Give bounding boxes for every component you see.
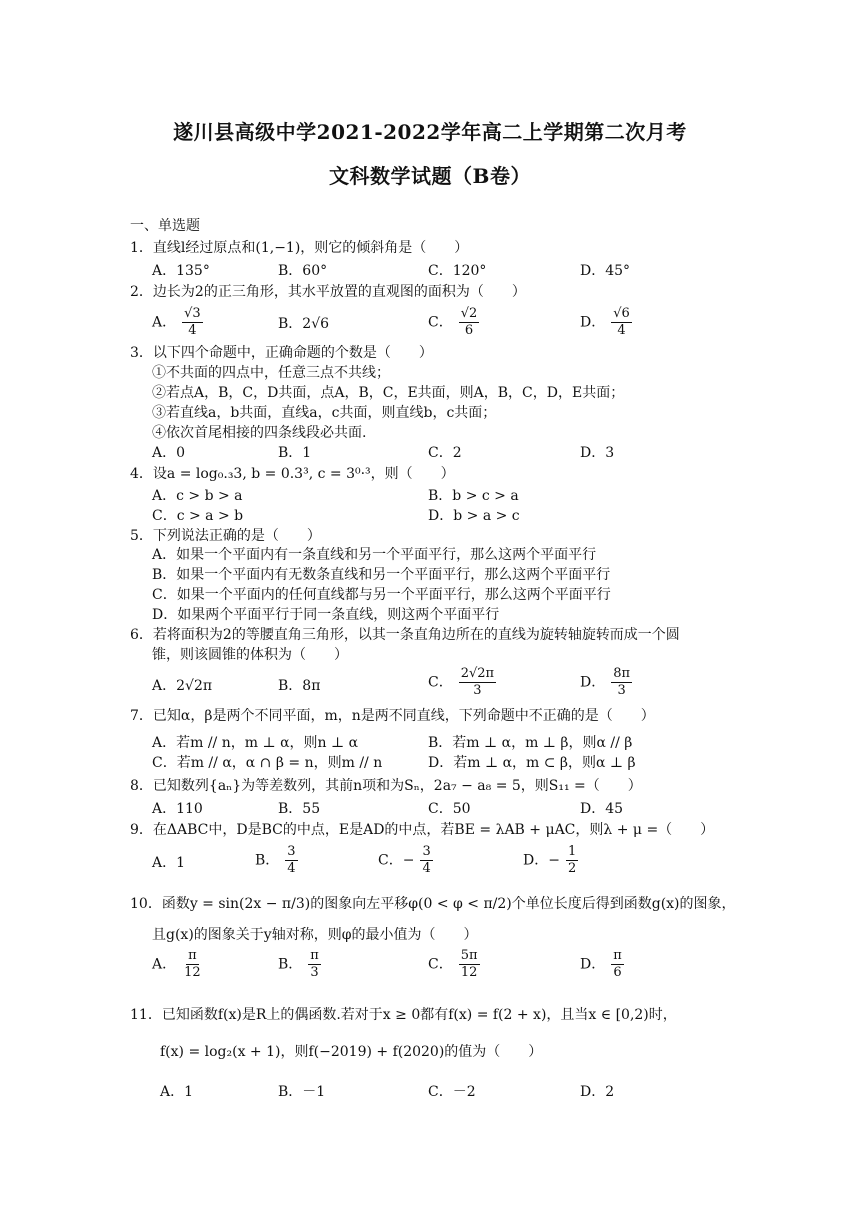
exam-title: 遂川县高级中学2021-2022学年高二上学期第二次月考 bbox=[173, 120, 687, 144]
question-10-stem-line-2: 且g(x)的图象关于y轴对称，则φ的最小值为（ ） bbox=[152, 927, 478, 943]
q3-option-b: B．1 bbox=[278, 445, 312, 461]
q2-option-c bbox=[428, 306, 479, 339]
q4-option-b: B．b > c > a bbox=[428, 488, 519, 504]
q5-option-b: B．如果一个平面内有无数条直线和另一个平面平行，那么这两个平面平行 bbox=[152, 567, 611, 583]
q9-option-d bbox=[523, 844, 578, 877]
q10-option-c-label: C． bbox=[428, 956, 453, 973]
question-9-stem: 9．在ΔABC中，D是BC的中点，E是AD的中点，若BE = λAB + μAC，则λ + μ =（ ） bbox=[130, 822, 715, 838]
q10-option-c bbox=[428, 948, 480, 981]
q3-statement-1: ①不共面的四点中，任意三点不共线； bbox=[152, 365, 390, 381]
question-11-stem-line-2: f(x) = log₂(x + 1)，则f(−2019) + f(2020)的值为（ ） bbox=[160, 1044, 543, 1060]
question-4-stem: 4．设a = log₀.₃3, b = 0.3³, c = 3⁰·³，则（ ） bbox=[130, 466, 455, 482]
fraction-numerator: 3 bbox=[422, 844, 431, 859]
question-6-stem-line-2: 锥，则该圆锥的体积为（ ） bbox=[152, 647, 348, 663]
question-7-stem: 7．已知α，β是两个不同平面，m，n是两不同直线，下列命题中不正确的是（ ） bbox=[130, 708, 655, 724]
q2-option-a bbox=[152, 306, 203, 339]
q2-option-a-fraction bbox=[182, 306, 203, 339]
q10-option-b-label: B． bbox=[278, 956, 303, 973]
q5-option-d: D．如果两个平面平行于同一条直线，则这两个平面平行 bbox=[152, 607, 500, 623]
q3-statement-3: ③若直线a，b共面，直线a，c共面，则直线b，c共面； bbox=[152, 405, 497, 421]
section-heading: 一、单选题 bbox=[130, 218, 200, 234]
fraction-numerator: 3 bbox=[287, 844, 296, 859]
question-1-stem: 1．直线l经过原点和(1,−1)，则它的倾斜角是（ ） bbox=[130, 240, 469, 256]
q10-option-b-fraction bbox=[308, 948, 321, 981]
question-8-stem: 8．已知数列{aₙ}为等差数列，其前n项和为Sₙ，2a₇ − a₈ = 5，则S₁₁ =（ ） bbox=[130, 778, 642, 794]
q2-option-a-label: A． bbox=[152, 314, 177, 331]
q9-option-b-label: B． bbox=[255, 852, 280, 869]
question-3-stem: 3．以下四个命题中，正确命题的个数是（ ） bbox=[130, 345, 433, 361]
question-5-stem: 5．下列说法正确的是（ ） bbox=[130, 528, 321, 544]
fraction-denominator: 4 bbox=[617, 323, 626, 338]
q6-option-c-label: C． bbox=[428, 674, 453, 691]
q7-option-d: D．若m ⊥ α，m ⊂ β，则α ⊥ β bbox=[428, 755, 636, 771]
q8-option-d: D．45 bbox=[580, 801, 624, 817]
q3-option-c: C．2 bbox=[428, 445, 462, 461]
q10-option-a bbox=[152, 948, 203, 981]
q10-option-d-fraction bbox=[611, 948, 624, 981]
q10-option-d bbox=[580, 948, 624, 981]
q10-option-a-fraction bbox=[182, 948, 203, 981]
q2-option-d-label: D． bbox=[580, 314, 606, 331]
fraction-denominator: 3 bbox=[310, 965, 319, 980]
q8-option-a: A．110 bbox=[152, 801, 203, 817]
q2-option-c-label: C． bbox=[428, 314, 453, 331]
q6-option-c-fraction bbox=[459, 666, 496, 699]
q7-option-c: C．若m // α，α ∩ β = n，则m // n bbox=[152, 755, 383, 771]
q9-option-c-label: C．− bbox=[378, 852, 415, 869]
q4-option-a: A．c > b > a bbox=[152, 488, 243, 504]
q9-option-a: A．1 bbox=[152, 855, 186, 871]
q1-option-a: A．135° bbox=[152, 263, 210, 279]
q4-option-c: C．c > a > b bbox=[152, 508, 244, 524]
question-11-stem-line-1: 11．已知函数f(x)是R上的偶函数.若对于x ≥ 0都有f(x) = f(2 + x)，且当x ∈ [0,2)时， bbox=[130, 1007, 677, 1023]
q2-option-d-fraction bbox=[611, 306, 632, 339]
q9-option-b bbox=[255, 844, 298, 877]
q9-option-c-fraction bbox=[420, 844, 432, 877]
q7-option-b: B．若m ⊥ α，m ⊥ β，则α // β bbox=[428, 735, 633, 751]
fraction-numerator: π bbox=[310, 948, 319, 963]
fraction-numerator: √6 bbox=[613, 306, 630, 321]
question-2-stem: 2．边长为2的正三角形，其水平放置的直观图的面积为（ ） bbox=[130, 284, 526, 300]
q3-statement-2: ②若点A，B，C，D共面，点A，B，C，E共面，则A，B，C，D，E共面； bbox=[152, 385, 625, 401]
q6-option-b: B．8π bbox=[278, 678, 321, 694]
q2-option-d bbox=[580, 306, 632, 339]
fraction-denominator: 4 bbox=[422, 861, 431, 876]
q5-option-c: C．如果一个平面内的任何直线都与另一个平面平行，那么这两个平面平行 bbox=[152, 587, 611, 603]
q2-option-b: B．2√6 bbox=[278, 316, 330, 332]
q9-option-c bbox=[378, 844, 433, 877]
fraction-denominator: 3 bbox=[473, 683, 482, 698]
q3-option-d: D．3 bbox=[580, 445, 615, 461]
q10-option-b bbox=[278, 948, 321, 981]
fraction-numerator: 1 bbox=[567, 844, 577, 859]
q5-option-a: A．如果一个平面内有一条直线和另一个平面平行，那么这两个平面平行 bbox=[152, 547, 597, 563]
question-6-stem-line-1: 6．若将面积为2的等腰直角三角形，以其一条直角边所在的直线为旋转轴旋转而成一个圆 bbox=[130, 627, 680, 643]
fraction-numerator: 8π bbox=[613, 666, 631, 681]
fraction-numerator: π bbox=[188, 948, 197, 963]
fraction-denominator: 2 bbox=[567, 861, 577, 876]
q6-option-d-fraction bbox=[611, 666, 632, 699]
q1-option-d: D．45° bbox=[580, 263, 631, 279]
q11-option-d: D．2 bbox=[580, 1084, 615, 1100]
fraction-denominator: 12 bbox=[184, 965, 201, 980]
question-10-stem-line-1: 10．函数y = sin(2x − π/3)的图象向左平移φ(0 < φ < π/2)个单位长度后得到函数g(x)的图象， bbox=[130, 896, 736, 912]
q11-option-a: A．1 bbox=[160, 1084, 194, 1100]
fraction-denominator: 3 bbox=[617, 683, 626, 698]
fraction-denominator: 4 bbox=[287, 861, 296, 876]
fraction-numerator: √3 bbox=[184, 306, 201, 321]
q7-option-a: A．若m // n，m ⊥ α，则n ⊥ α bbox=[152, 735, 359, 751]
q3-statement-4: ④依次首尾相接的四条线段必共面. bbox=[152, 425, 367, 441]
q10-option-d-label: D． bbox=[580, 956, 606, 973]
q8-option-c: C．50 bbox=[428, 801, 471, 817]
fraction-denominator: 12 bbox=[460, 965, 478, 980]
q10-option-a-label: A． bbox=[152, 956, 177, 973]
q1-option-c: C．120° bbox=[428, 263, 487, 279]
q4-option-d: D．b > a > c bbox=[428, 508, 520, 524]
fraction-denominator: 4 bbox=[188, 323, 197, 338]
q9-option-b-fraction bbox=[285, 844, 297, 877]
q6-option-d-label: D． bbox=[580, 674, 606, 691]
fraction-numerator: 2√2π bbox=[460, 666, 495, 681]
q6-option-d bbox=[580, 666, 632, 699]
q11-option-b: B．－1 bbox=[278, 1084, 326, 1100]
fraction-numerator: √2 bbox=[460, 306, 478, 321]
q9-option-d-fraction bbox=[566, 844, 578, 877]
fraction-denominator: 6 bbox=[613, 965, 622, 980]
q2-option-c-fraction bbox=[459, 306, 480, 339]
q6-option-c bbox=[428, 666, 496, 699]
q1-option-b: B．60° bbox=[278, 263, 328, 279]
q10-option-c-fraction bbox=[459, 948, 480, 981]
q11-option-c: C．－2 bbox=[428, 1084, 476, 1100]
fraction-numerator: π bbox=[613, 948, 622, 963]
fraction-numerator: 5π bbox=[460, 948, 478, 963]
exam-subtitle: 文科数学试题（B卷） bbox=[329, 164, 531, 188]
q8-option-b: B．55 bbox=[278, 801, 321, 817]
q9-option-d-label: D．− bbox=[523, 852, 560, 869]
q3-option-a: A．0 bbox=[152, 445, 186, 461]
fraction-denominator: 6 bbox=[464, 323, 474, 338]
q6-option-a: A．2√2π bbox=[152, 678, 213, 694]
